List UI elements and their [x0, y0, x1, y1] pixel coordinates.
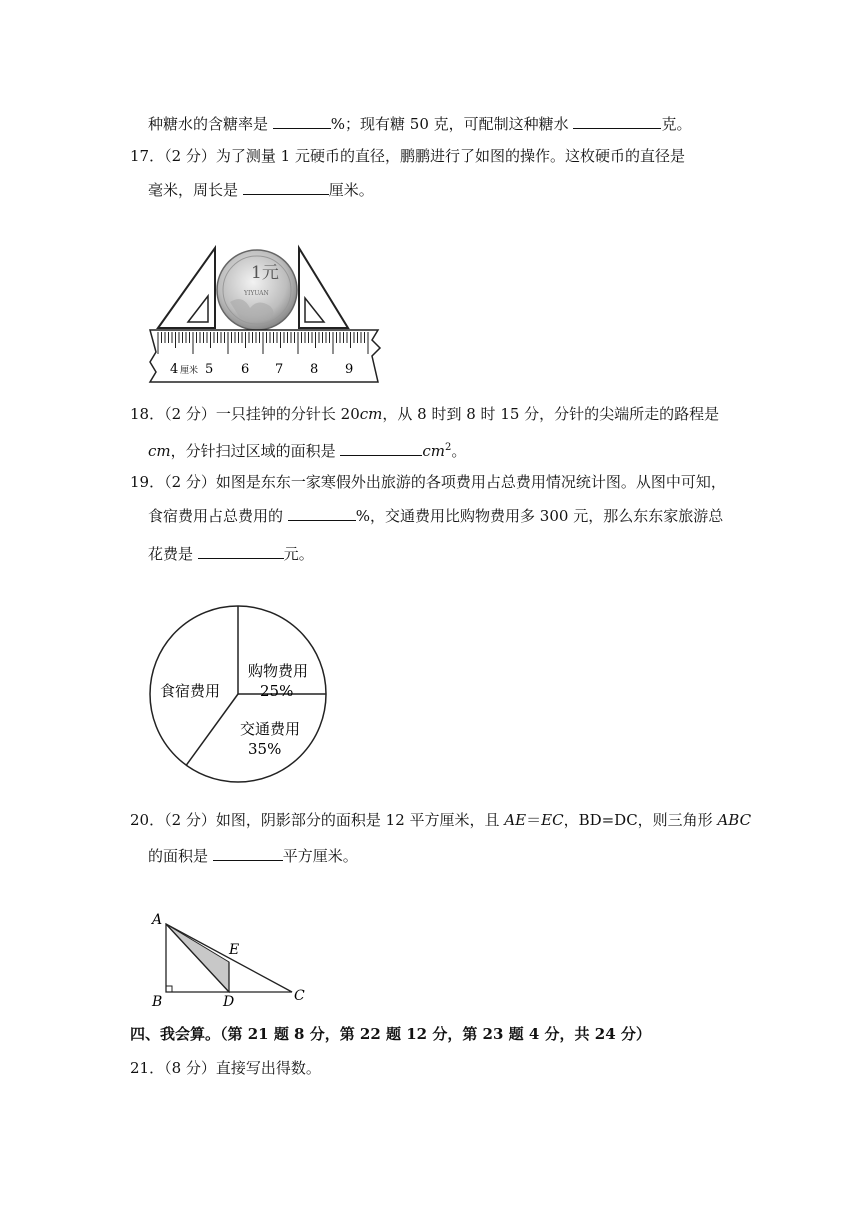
question-number: 18． — [130, 405, 165, 423]
ruler-label-4: 4 — [170, 362, 179, 377]
pie-label-food-lodging: 食宿费用 — [160, 682, 221, 700]
vertex-label-a: A — [152, 912, 163, 928]
pie-pct-transport: 35% — [248, 740, 282, 758]
question-score: （2 分） — [164, 405, 216, 423]
question-19-line-3: 花费是 元。 — [148, 545, 314, 563]
question-score: （2 分） — [164, 147, 216, 165]
point-label-e: E — [229, 942, 240, 958]
answer-blank[interactable] — [340, 441, 422, 456]
answer-blank[interactable] — [243, 180, 329, 195]
question-score: （8 分） — [164, 1059, 216, 1077]
vertex-label-b: B — [152, 994, 163, 1010]
section-4-title: 四、我会算。（第 21 题 8 分，第 22 题 12 分，第 23 题 4 分，共 24 分） — [130, 1025, 651, 1043]
question-score: （2 分） — [164, 811, 216, 829]
pie-pct-shopping: 25% — [260, 682, 294, 700]
vertex-label-c: C — [294, 988, 305, 1004]
question-18-line-2: cm，分针扫过区域的面积是 $cm^2$。 — [148, 442, 467, 460]
right-angle-mark — [166, 986, 172, 992]
question-17-line-2: 毫米，周长是 厘米。 — [148, 181, 374, 199]
ruler-label-9: 9 — [345, 362, 354, 377]
question-number: 17． — [130, 147, 165, 165]
point-label-d: D — [223, 994, 235, 1010]
right-triangle-ruler — [299, 248, 348, 328]
coin-small-text: YIYUAN — [244, 290, 269, 297]
question-17-line-1: 17．（2 分）为了测量 1 元硬币的直径，鹏鹏进行了如图的操作。这枚硬币的直径是 — [130, 147, 685, 165]
q16-tail-line: 种糖水的含糖率是 %；现有糖 50 克，可配制这种糖水 克。 — [148, 115, 692, 133]
question-number: 19． — [130, 473, 165, 491]
question-19-line-2: 食宿费用占总费用的 %，交通费用比购物费用多 300 元，那么东东家旅游总 — [148, 507, 724, 525]
question-21-line-1: 21．（8 分）直接写出得数。 — [130, 1059, 321, 1077]
coin-ruler-figure — [148, 236, 388, 386]
pie-label-shopping: 购物费用 — [248, 662, 309, 680]
right-triangle-hole — [305, 298, 324, 322]
question-number: 21． — [130, 1059, 165, 1077]
answer-blank[interactable] — [213, 846, 283, 861]
question-18-line-1: 18．（2 分）一只挂钟的分针长 20cm，从 8 时到 8 时 15 分，分针的尖端所走的路程是 — [130, 405, 720, 423]
question-number: 20． — [130, 811, 165, 829]
answer-blank[interactable] — [288, 506, 356, 521]
ruler-label-5: 5 — [205, 362, 214, 377]
question-20-line-2: 的面积是 平方厘米。 — [148, 847, 358, 865]
question-20-line-1: 20．（2 分）如图，阴影部分的面积是 12 平方厘米，且 AE＝EC，BD=DC，则三角形 ABC — [130, 811, 752, 829]
ruler-label-6: 6 — [241, 362, 250, 377]
pie-chart — [148, 604, 348, 804]
answer-blank[interactable] — [573, 114, 661, 129]
question-19-line-1: 19．（2 分）如图是东东一家寒假外出旅游的各项费用占总费用情况统计图。从图中可知， — [130, 473, 726, 491]
ruler-label-8: 8 — [310, 362, 319, 377]
pie-label-transport: 交通费用 — [240, 720, 301, 738]
triangle-figure — [148, 906, 318, 1012]
coin-face-text: 1元 — [251, 263, 279, 283]
left-triangle-ruler — [158, 248, 215, 328]
answer-blank[interactable] — [198, 544, 284, 559]
question-score: （2 分） — [164, 473, 216, 491]
ruler-label-7: 7 — [275, 362, 284, 377]
ruler-unit: 厘米 — [180, 366, 199, 376]
left-triangle-hole — [188, 296, 208, 322]
answer-blank[interactable] — [273, 114, 331, 129]
